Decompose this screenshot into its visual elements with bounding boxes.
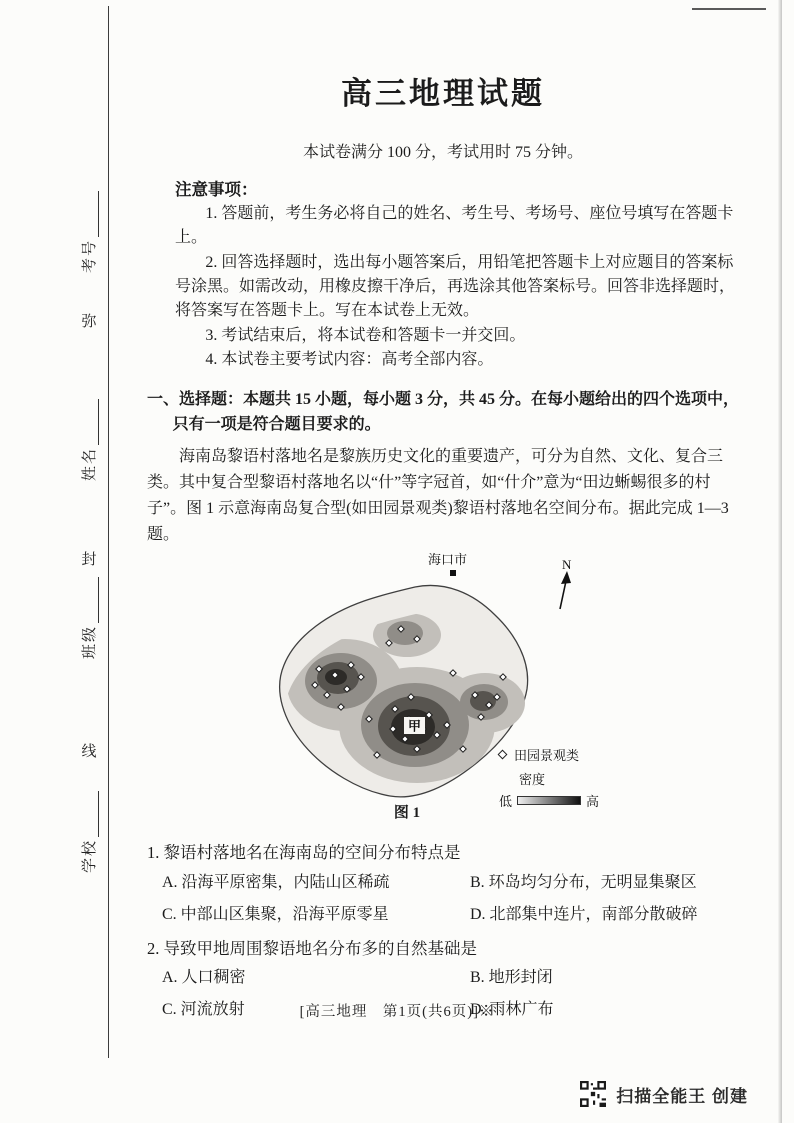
margin-field-label: 学校 [82,839,98,874]
question-2-stem: 2. 导致甲地周围黎语地名分布多的自然基础是 [147,938,477,958]
margin-field-label: 姓名 [82,447,98,482]
jia-label: 甲 [407,718,422,734]
diamond-icon [498,750,508,760]
question-1-option-d: D. 北部集中连片，南部分散破碎 [470,905,698,923]
qr-code-icon [580,1081,606,1107]
margin-field-class [78,558,98,678]
legend-low-label: 低 [499,794,513,810]
margin-field-label: 考号 [82,239,98,274]
page-footer: [高三地理 第1页(共6页)]※ [299,1004,495,1020]
question-1 [147,840,739,930]
intro-paragraph: 海南岛黎语村落地名是黎族历史文化的重要遗产，可分为自然、文化、复合三类。其中复合型黎语村落地名以“什”等字冠首，如“什介”意为“田边蜥蜴很多的村子”。图 1 示意海南岛复合型(如田园景观类)黎语村落地名空间分布。据此完成 1—3 题。 [147,447,729,543]
margin-field-label: 班级 [82,625,98,660]
seal-char-xian: 线 [81,744,97,760]
scanner-text: 扫描全能王 创建 [616,1086,748,1106]
seal-char-mi: 弥 [81,314,97,330]
content-area [147,56,739,1026]
field-underline [86,791,99,837]
question-2-option-b: B. 地形封闭 [470,969,553,987]
exam-subtitle: 本试卷满分 100 分，考试用时 75 分钟。 [302,144,583,161]
scan-artifact [692,8,766,10]
map-legend [499,745,599,810]
question-1-option-a: A. 沿海平原密集，内陆山区稀疏 [162,873,390,891]
seal-char-feng: 封 [81,552,97,568]
figure-1 [147,549,739,835]
field-underline [86,577,99,623]
field-underline [86,399,99,445]
density-label: 密度 [519,772,546,788]
page-title: 高三地理试题 [341,76,545,111]
notice-item-2: 2. 回答选择题时，选出每小题答案后，用铅笔把答题卡上对应题目的答案标号涂黑。如需改动，用橡皮擦干净后，再选涂其他答案标号。回答非选择题时，将答案写在答题卡上。写在本试卷上无效。 [175,253,736,320]
margin-field-exam-number [78,172,98,292]
seal-line [108,6,109,1058]
notice-item-3: 3. 考试结束后，将本试卷和答题卡一并交回。 [205,326,526,344]
question-2-option-c: C. 河流放射 [162,1001,245,1019]
question-2-option-a: A. 人口稠密 [162,969,246,987]
field-underline [86,191,99,237]
legend-high-label: 高 [586,794,600,810]
question-1-option-b: B. 环岛均匀分布，无明显集聚区 [470,873,697,891]
question-2-option-d: D. 雨林广布 [470,1001,554,1019]
legend-item-label: 田园景观类 [514,748,580,764]
notice-item-4: 4. 本试卷主要考试内容：高考全部内容。 [205,350,494,368]
notice-list [175,202,739,372]
density-gradient-bar [517,796,581,805]
question-1-option-c: C. 中部山区集聚，沿海平原零星 [162,905,389,923]
notice-title: 注意事项： [175,180,258,199]
question-1-stem: 1. 黎语村落地名在海南岛的空间分布特点是 [147,843,461,863]
north-label: N [562,557,572,573]
north-arrow-icon [560,557,572,609]
question-1-options [162,867,739,931]
figure-caption: 图 1 [393,805,421,822]
scanner-credit [580,1081,748,1107]
haikou-marker [450,570,456,576]
notice-item-1: 1. 答题前，考生务必将自己的姓名、考生号、考场号、座位号填写在答题卡上。 [175,205,734,247]
section-header: 一、选择题：本题共 15 小题，每小题 3 分，共 45 分。在每小题给出的四个选项中，只有一项是符合题目要求的。 [147,391,740,433]
margin-field-school [78,772,98,892]
margin-field-name [78,380,98,500]
scan-edge-shadow [778,0,782,1123]
haikou-label: 海口市 [428,552,468,568]
